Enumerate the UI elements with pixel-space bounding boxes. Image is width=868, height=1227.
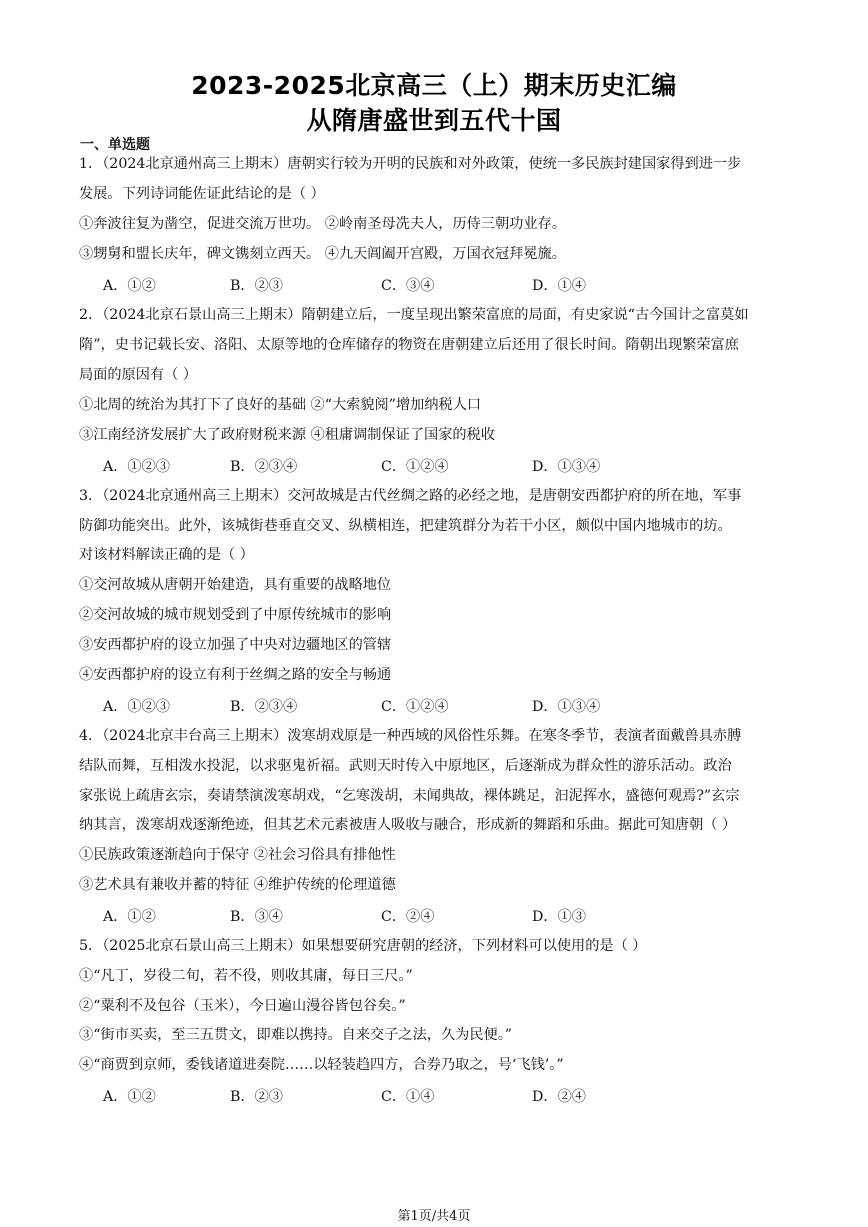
- question-4-stem-line-4: 纳其言，泼寒胡戏逐渐绝迹，但其艺术元素被唐人吸收与融合，形成新的舞蹈和乐曲。据此可知唐朝（ ）: [79, 817, 737, 833]
- question-5-item-line-4: ④“商贾到京师，委钱诸道进奏院……以轻装趋四方，合券乃取之，号‘飞钱’。”: [79, 1057, 564, 1073]
- question-2-item-line-1: ①北周的统治为其打下了良好的基础 ②“大索貌阅”增加纳税人口: [79, 397, 482, 413]
- question-4-item-line-1: ①民族政策逐渐趋向于保守 ②社会习俗具有排他性: [79, 847, 396, 863]
- question-2-stem-line-2: 隋”，史书记载长安、洛阳、太原等地的仓库储存的物资在唐朝建立后还用了很长时间。隋朝出现繁荣富庶: [79, 337, 739, 353]
- option-c[interactable]: C．①④: [381, 1089, 435, 1105]
- question-3-stem-line-3: 对该材料解读正确的是（ ）: [79, 547, 254, 563]
- option-d[interactable]: D．②④: [532, 1089, 586, 1105]
- option-a[interactable]: A．①②: [103, 1089, 156, 1105]
- option-c[interactable]: C．①②④: [381, 699, 449, 715]
- option-d[interactable]: D．①③: [532, 909, 586, 925]
- option-a[interactable]: A．①②: [103, 909, 156, 925]
- question-3-item-line-3: ③安西都护府的设立加强了中央对边疆地区的管辖: [79, 637, 392, 653]
- question-5-item-line-2: ②“粟利不及包谷（玉米），今日遍山漫谷皆包谷矣。”: [79, 998, 406, 1014]
- question-2-item-line-2: ③江南经济发展扩大了政府财税来源 ④租庸调制保证了国家的税收: [79, 427, 495, 443]
- option-d[interactable]: D．①③④: [532, 699, 601, 715]
- section-heading: 一、单选题: [80, 137, 150, 153]
- option-a[interactable]: A．①②③: [103, 459, 170, 475]
- option-b[interactable]: B．②③: [230, 278, 283, 294]
- question-4-item-line-2: ③艺术具有兼收并蓄的特征 ④维护传统的伦理道德: [79, 877, 396, 893]
- option-b[interactable]: B．③④: [230, 909, 283, 925]
- option-c[interactable]: C．②④: [381, 909, 435, 925]
- document-title: 2023-2025北京高三（上）期末历史汇编: [191, 71, 677, 100]
- option-a[interactable]: A．①②③: [103, 699, 170, 715]
- question-2-stem-line-1: 2．（2024北京石景山高三上期末）隋朝建立后，一度呈现出繁荣富庶的局面，有史家说“古今国计之富莫如: [79, 307, 749, 323]
- question-1-item-line-1: ①奔波往复为凿空，促进交流万世功。 ②岭南圣母冼夫人，历侍三朝功业存。: [79, 216, 566, 232]
- question-3-stem-line-1: 3．（2024北京通州高三上期末）交河故城是古代丝绸之路的必经之地，是唐朝安西都护府的所在地，军事: [79, 488, 742, 504]
- option-b[interactable]: B．②③④: [230, 459, 298, 475]
- question-1-stem-line-2: 发展。下列诗词能佐证此结论的是（ ）: [79, 186, 325, 202]
- question-1-item-line-2: ③甥舅和盟长庆年，碑文镌刻立西天。 ④九天阊阖开宫殿，万国衣冠拜冕旒。: [79, 246, 566, 262]
- question-5-item-line-1: ①“凡丁，岁役二旬，若不役，则收其庸，每日三尺。”: [79, 968, 413, 984]
- option-b[interactable]: B．②③④: [230, 699, 298, 715]
- question-3-item-line-4: ④安西都护府的设立有利于丝绸之路的安全与畅通: [79, 667, 392, 683]
- page-number-footer: 第1页/共4页: [397, 1209, 471, 1224]
- option-c[interactable]: C．①②④: [381, 459, 449, 475]
- question-5-stem-line-1: 5．（2025北京石景山高三上期末）如果想要研究唐朝的经济，下列材料可以使用的是（ ）: [79, 938, 647, 954]
- document-subtitle: 从隋唐盛世到五代十国: [306, 106, 562, 135]
- question-2-stem-line-3: 局面的原因有（ ）: [79, 367, 198, 383]
- question-3-item-line-2: ②交河故城的城市规划受到了中原传统城市的影响: [79, 607, 392, 623]
- question-4-stem-line-3: 家张说上疏唐玄宗，奏请禁演泼寒胡戏，“乞寒泼胡，未闻典故，裸体跳足，汩泥挥水，盛德何观焉?”玄宗: [79, 788, 740, 804]
- question-3-stem-line-2: 防御功能突出。此外，该城街巷垂直交叉、纵横相连，把建筑群分为若干小区，颇似中国内地城市的坊。: [79, 518, 732, 534]
- option-d[interactable]: D．①③④: [532, 459, 601, 475]
- question-4-stem-line-1: 4．（2024北京丰台高三上期末）泼寒胡戏原是一种西域的风俗性乐舞。在寒冬季节，表演者面戴兽具赤膊: [79, 728, 742, 744]
- option-a[interactable]: A．①②: [103, 278, 156, 294]
- question-1-stem-line-1: 1．（2024北京通州高三上期末）唐朝实行较为开明的民族和对外政策，使统一多民族封建国家得到进一步: [79, 156, 742, 172]
- question-4-stem-line-2: 结队而舞，互相泼水投泥，以求驱鬼祈福。武则天时传入中原地区，后逐渐成为群众性的游乐活动。政治: [79, 758, 732, 774]
- question-3-item-line-1: ①交河故城从唐朝开始建造，具有重要的战略地位: [79, 577, 392, 593]
- option-b[interactable]: B．②③: [230, 1089, 283, 1105]
- question-5-item-line-3: ③“街市买卖，至三五贯文，即难以携持。自来交子之法，久为民便。”: [79, 1027, 513, 1043]
- option-c[interactable]: C．③④: [381, 278, 435, 294]
- option-d[interactable]: D．①④: [532, 278, 586, 294]
